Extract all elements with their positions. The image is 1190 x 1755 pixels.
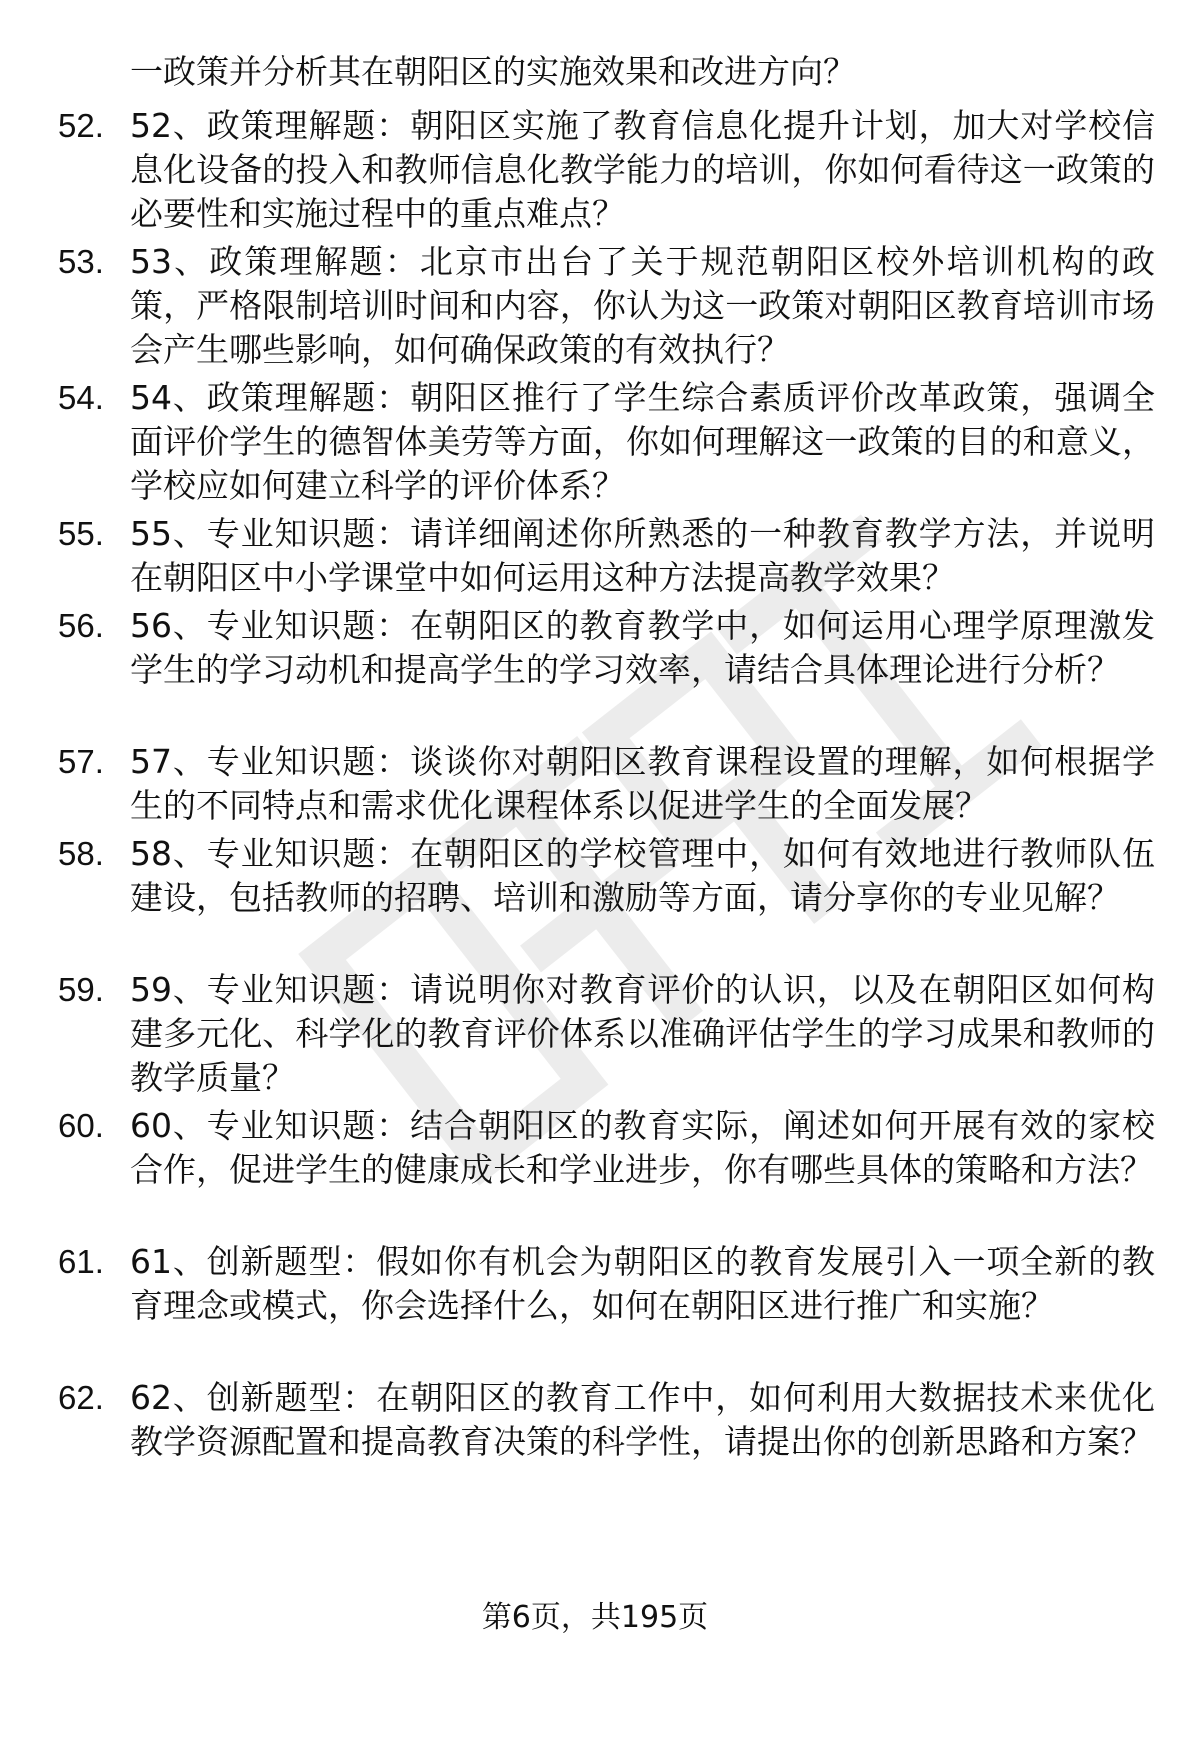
question-number: 53.	[58, 243, 104, 280]
question-text: 56、专业知识题：在朝阳区的教育教学中，如何运用心理学原理激发学生的学习动机和提高学生的学习效率，请结合具体理论进行分析？	[130, 606, 1155, 689]
question-text: 61、创新题型：假如你有机会为朝阳区的教育发展引入一项全新的教育理念或模式，你会选择什么，如何在朝阳区进行推广和实施？	[130, 1242, 1155, 1325]
page-footer: 第6页，共195页	[481, 1600, 709, 1635]
question-text: 54、政策理解题：朝阳区推行了学生综合素质评价改革政策，强调全面评价学生的德智体美劳等方面，你如何理解这一政策的目的和意义，学校应如何建立科学的评价体系？	[130, 378, 1155, 505]
question-text: 55、专业知识题：请详细阐述你所熟悉的一种教育教学方法，并说明在朝阳区中小学课堂中如何运用这种方法提高教学效果？	[130, 514, 1155, 597]
continued-question-text: 一政策并分析其在朝阳区的实施效果和改进方向？	[130, 52, 856, 91]
question-number: 52.	[58, 107, 104, 144]
question-text: 52、政策理解题：朝阳区实施了教育信息化提升计划，加大对学校信息化设备的投入和教师信息化教学能力的培训，你如何看待这一政策的必要性和实施过程中的重点难点？	[130, 106, 1155, 233]
question-text: 57、专业知识题：谈谈你对朝阳区教育课程设置的理解，如何根据学生的不同特点和需求优化课程体系以促进学生的全面发展？	[130, 742, 1155, 825]
question-text: 59、专业知识题：请说明你对教育评价的认识，以及在朝阳区如何构建多元化、科学化的教育评价体系以准确评估学生的学习成果和教师的教学质量？	[130, 970, 1155, 1097]
question-text: 62、创新题型：在朝阳区的教育工作中，如何利用大数据技术来优化教学资源配置和提高教育决策的科学性，请提出你的创新思路和方案？	[130, 1378, 1155, 1461]
question-number: 62.	[58, 1379, 104, 1416]
question-number: 61.	[58, 1243, 104, 1280]
question-number: 58.	[58, 835, 104, 872]
question-text: 60、专业知识题：结合朝阳区的教育实际，阐述如何开展有效的家校合作，促进学生的健康成长和学业进步，你有哪些具体的策略和方法？	[130, 1106, 1155, 1189]
question-text: 58、专业知识题：在朝阳区的学校管理中，如何有效地进行教师队伍建设，包括教师的招聘、培训和激励等方面，请分享你的专业见解？	[130, 834, 1155, 917]
question-number: 57.	[58, 743, 104, 780]
question-number: 54.	[58, 379, 104, 416]
question-number: 56.	[58, 607, 104, 644]
question-text: 53、政策理解题：北京市出台了关于规范朝阳区校外培训机构的政策，严格限制培训时间和内容，你认为这一政策对朝阳区教育培训市场会产生哪些影响，如何确保政策的有效执行？	[130, 242, 1155, 369]
question-number: 59.	[58, 971, 104, 1008]
question-number: 60.	[58, 1107, 104, 1144]
question-number: 55.	[58, 515, 104, 552]
